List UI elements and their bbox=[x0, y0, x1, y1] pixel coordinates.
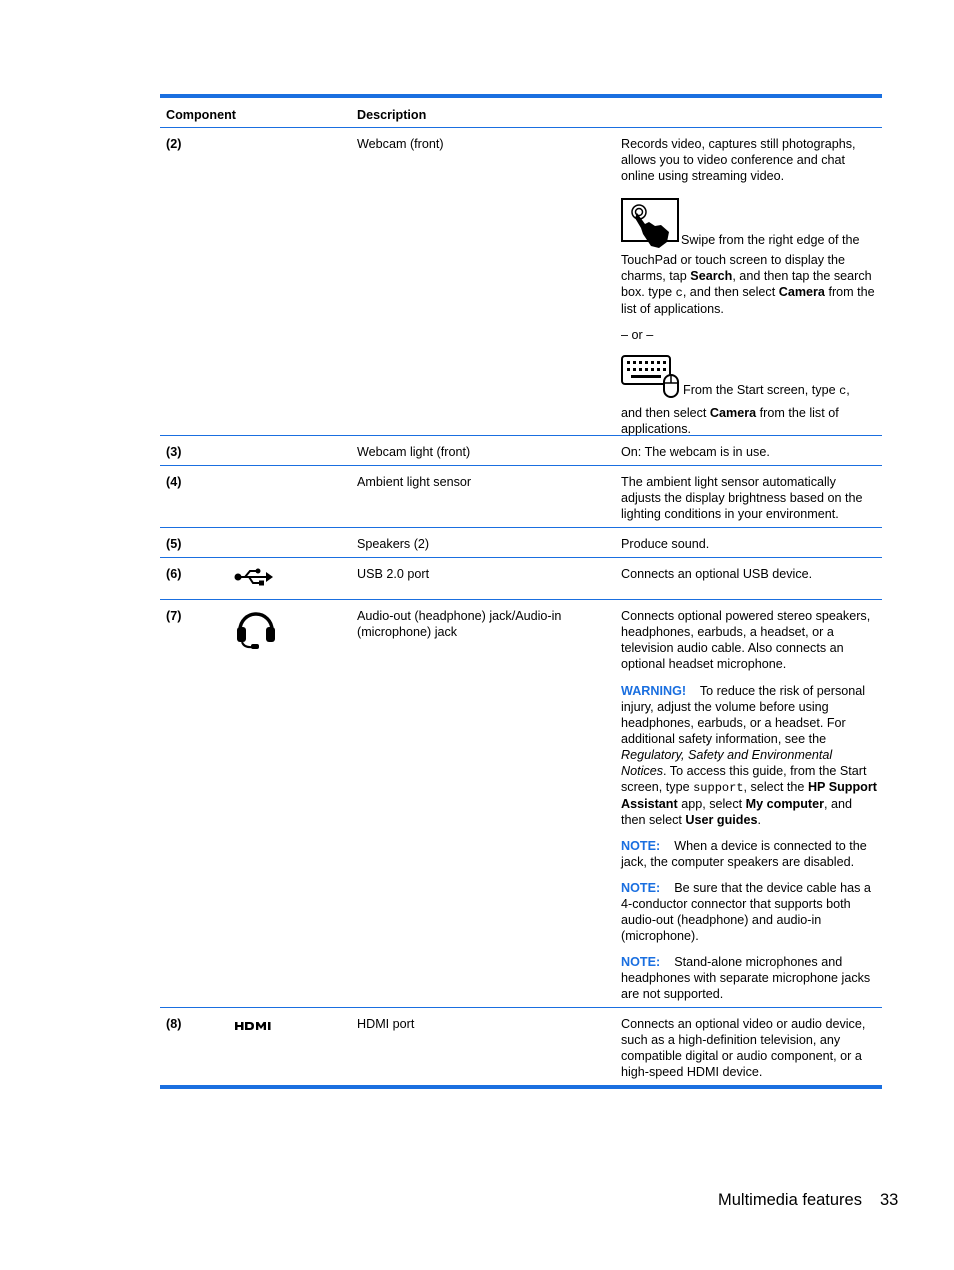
touch-instruction bbox=[621, 198, 879, 248]
description-text: Records video, captures still photographs, allows you to video conference and chat online using streaming video. bbox=[621, 137, 856, 183]
table-row bbox=[160, 436, 882, 466]
component-description: Produce sound. bbox=[621, 537, 710, 551]
table-row bbox=[160, 466, 882, 528]
component-name: Webcam light (front) bbox=[357, 445, 471, 459]
row-number: (4) bbox=[166, 475, 182, 489]
table-row bbox=[160, 558, 882, 600]
note-box: NOTE: When a device is connected to the jack, the computer speakers are disabled. bbox=[621, 839, 867, 869]
keyboard-instruction: From the Start screen, type c, bbox=[621, 355, 879, 399]
warning-box: WARNING! To reduce the risk of personal injury, adjust the volume before using headphones, earbuds, or a headset. For additional safety information, see the Regulatory, Safety and Environmental Notices. To access this guide, from the Start screen, type support, select the HP Support Assistant app, select My computer, and then select User guides. bbox=[621, 684, 877, 827]
component-name: Ambient light sensor bbox=[357, 475, 472, 489]
note-label: NOTE: bbox=[621, 839, 661, 853]
row-number: (5) bbox=[166, 537, 182, 551]
component-table bbox=[160, 94, 882, 1089]
component-description: The ambient light sensor automatically adjusts the display brightness based on the lighting conditions in your environment. bbox=[621, 475, 863, 521]
table-row bbox=[160, 128, 882, 436]
component-description: Connects an optional video or audio device, such as a high-definition television, any compatible digital or audio component, or a high-speed HDMI device. bbox=[621, 1017, 866, 1079]
or-separator: – or – bbox=[621, 328, 654, 342]
warning-label: WARNING! bbox=[621, 684, 687, 698]
keyboard-mouse-icon bbox=[621, 355, 683, 399]
usb-icon bbox=[234, 568, 274, 590]
component-name: Speakers (2) bbox=[357, 537, 430, 551]
table-row bbox=[160, 1008, 882, 1085]
touch-gesture-icon bbox=[621, 198, 681, 248]
footer-section-title: Multimedia features bbox=[718, 1191, 862, 1209]
component-name: HDMI port bbox=[357, 1017, 415, 1031]
touch-lead-text: Swipe from the right edge of the bbox=[681, 233, 860, 247]
table-bottom-rule bbox=[160, 1085, 882, 1089]
table-row bbox=[160, 600, 882, 1008]
note-label: NOTE: bbox=[621, 955, 661, 969]
component-name: USB 2.0 port bbox=[357, 567, 430, 581]
row-number: (3) bbox=[166, 445, 182, 459]
note-label: NOTE: bbox=[621, 881, 661, 895]
header-component: Component bbox=[166, 108, 236, 122]
row-number: (2) bbox=[166, 137, 182, 151]
table-header bbox=[160, 98, 882, 128]
description-text: Connects optional powered stereo speakers, headphones, earbuds, a headset, or a television audio cable. Also connects an optional headset microphone. bbox=[621, 609, 871, 671]
hdmi-icon bbox=[235, 1019, 273, 1035]
component-description: Connects an optional USB device. bbox=[621, 567, 813, 581]
component-name: Audio-out (headphone) jack/Audio-in (microphone) jack bbox=[357, 609, 562, 639]
note-box: NOTE: Stand-alone microphones and headphones with separate microphone jacks are not supported. bbox=[621, 955, 871, 1001]
page-number: 33 bbox=[879, 1191, 899, 1209]
header-description: Description bbox=[357, 108, 427, 122]
note-box: NOTE: Be sure that the device cable has a 4-conductor connector that supports both audio-out (headphone) and audio-in (microphone). bbox=[621, 881, 871, 943]
component-description: On: The webcam is in use. bbox=[621, 445, 770, 459]
component-description bbox=[621, 608, 879, 1002]
row-number: (7) bbox=[166, 609, 182, 623]
component-description: Records video, captures still photographs, allows you to video conference and chat online using streaming video. Swipe from the right edge of the TouchPad or touch screen to display the charms, tap Search, and then tap the search box. type c, and then select Camera from the list of applications. – or – From the Start screen, type c, and then select Camera from the list of applications. bbox=[621, 136, 879, 437]
row-number: (8) bbox=[166, 1017, 182, 1031]
table-row bbox=[160, 528, 882, 558]
row-number: (6) bbox=[166, 567, 182, 581]
headset-icon bbox=[235, 606, 277, 654]
component-name: Webcam (front) bbox=[357, 137, 444, 151]
page-footer bbox=[718, 1192, 898, 1208]
